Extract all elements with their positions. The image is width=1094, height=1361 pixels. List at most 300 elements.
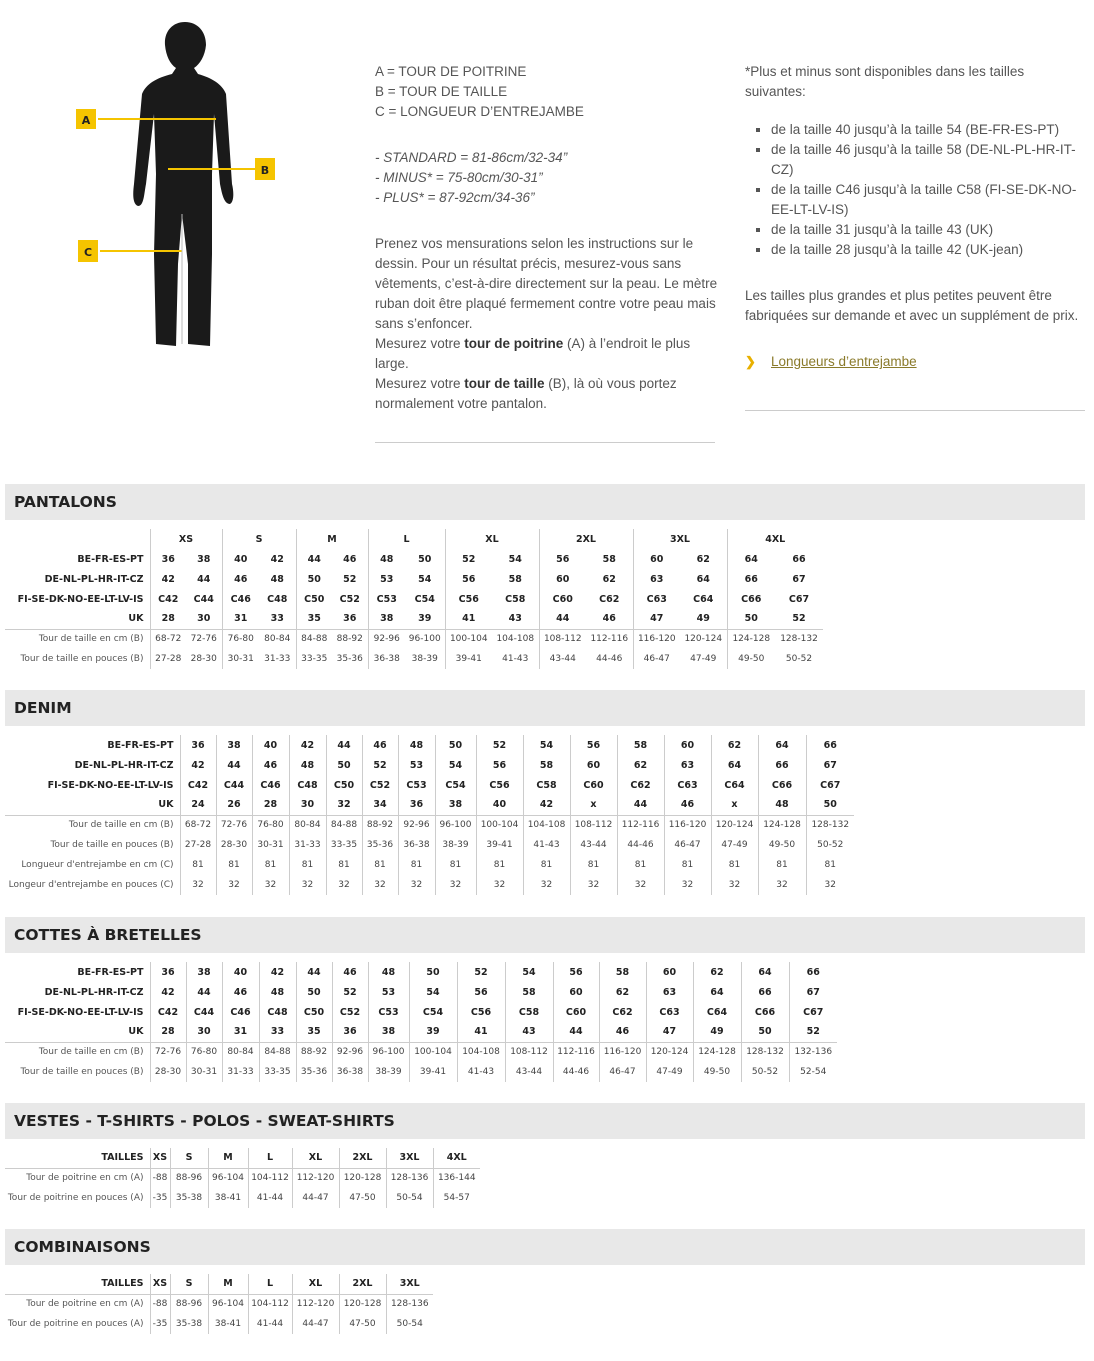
size-cell: 48 [368,549,405,569]
measurement-cell: 44-46 [553,1062,599,1082]
measurement-cell: 41-43 [457,1062,505,1082]
legend-b: B = TOUR DE TAILLE [375,84,508,99]
body-measurement-figure [60,14,300,354]
size-cell: C63 [664,775,711,795]
size-cell: C64 [693,1002,741,1022]
size-cell: 56 [476,755,523,775]
size-cell: 60 [553,982,599,1002]
measurement-cell: 100-104 [445,629,492,649]
measurement-row [5,1314,433,1334]
measurement-cell: 104-112 [248,1168,292,1188]
size-cell: 58 [617,735,664,755]
measurement-label: Longueur d'entrejambe en cm (C) [21,860,174,870]
size-cell: 36 [150,549,186,569]
size-cell: 48 [758,795,806,815]
measurement-cell: 96-100 [405,629,445,649]
measurement-cell: 47-49 [690,654,717,664]
measurement-cell: 49-50 [727,649,775,669]
measurement-cell: -35 [150,1188,170,1208]
combinaisons-size-table [5,1274,433,1334]
measurement-cell: 124-128 [693,1042,741,1062]
size-row [5,755,854,775]
size-group-label: 3XL [633,529,727,549]
size-cell: 39 [409,1022,457,1042]
measurement-cell: 31-33 [222,1062,259,1082]
size-cell: C53 [398,775,435,795]
measurement-cell: 81 [435,855,476,875]
size-cell: 43 [508,613,522,625]
size-cell: S [170,1274,208,1294]
size-cell: 58 [602,553,616,565]
size-cell: 42 [150,982,186,1002]
size-cell: 40 [252,735,289,755]
measurement-cell: 46-47 [633,649,680,669]
measurement-cell: 38-39 [435,835,476,855]
size-cell: 63 [633,569,680,589]
measurement-cell: 32 [711,875,758,895]
measurement-cell: 81 [758,855,806,875]
measurement-legend [375,62,720,414]
measurement-cell: 72-76 [150,1042,186,1062]
measurement-cell: 81 [216,855,252,875]
size-cell: 52 [476,735,523,755]
size-cell: C66 [741,1002,789,1022]
measurement-cell: 35-38 [170,1188,208,1208]
size-group-label: XL [445,529,539,549]
measurement-cell: 124-128 [727,629,775,649]
size-cell: 64 [693,982,741,1002]
size-system-label: DE-NL-PL-HR-IT-CZ [44,986,144,998]
measurement-cell: 112-120 [292,1294,339,1314]
size-cell: 46 [602,613,616,625]
size-cell: C64 [711,775,758,795]
size-cell: x [570,795,617,815]
size-cell: 64 [711,755,758,775]
measurement-cell: 35-36 [336,654,363,664]
measurement-cell: 31-33 [289,835,326,855]
measurement-cell: 32 [664,875,711,895]
size-cell: 33 [259,1022,296,1042]
size-cell: 58 [505,982,553,1002]
size-cell: 46 [332,962,368,982]
measurement-cell: 81 [476,855,523,875]
measurement-cell: 81 [806,855,854,875]
instructions-chest: Mesurez votre tour de poitrine (A) à l’endroit le plus large. [375,336,691,371]
measurement-cell: 128-132 [806,815,854,835]
measurement-cell: 41-43 [502,654,529,664]
size-cell: 52 [789,1022,837,1042]
measurement-cell: 30-31 [252,835,289,855]
size-system-label: BE-FR-ES-PT [107,739,174,751]
size-cell: C42 [180,775,216,795]
size-row [5,775,854,795]
measurement-cell: -88 [150,1168,170,1188]
size-cell: 42 [289,735,326,755]
measurement-cell: 132-136 [789,1042,837,1062]
size-cell: C62 [599,593,620,605]
size-cell: 60 [633,549,680,569]
measurement-cell: 27-28 [150,649,186,669]
size-cell: 58 [523,755,570,775]
size-cell: 47 [633,609,680,629]
size-cell: 64 [727,549,775,569]
measurement-cell: 88-96 [170,1294,208,1314]
size-cell: 44 [186,982,222,1002]
size-cell: C44 [186,1002,222,1022]
measurement-cell: 128-136 [386,1168,433,1188]
size-system-label: UK [128,1026,144,1038]
measurement-cell: 76-80 [252,815,289,835]
size-cell: 35 [296,609,332,629]
size-cell: 46 [599,1022,646,1042]
size-cell: 41 [457,1022,505,1042]
size-cell: 52 [445,549,492,569]
size-cell: 50 [409,962,457,982]
measurement-cell: 112-116 [553,1042,599,1062]
measurement-cell: 28-30 [216,835,252,855]
size-cell: 56 [570,735,617,755]
measurement-label: Tour de taille en cm (B) [5,1042,150,1062]
size-cell: 62 [693,962,741,982]
measurement-label: Longeur d'entrejambe en pouces (C) [8,880,174,890]
size-group-label: XS [150,529,222,549]
size-cell: C60 [570,775,617,795]
size-cell: 38 [368,609,405,629]
size-cell: 64 [758,735,806,755]
measurement-row [5,649,823,669]
measurement-cell: 52-54 [789,1062,837,1082]
measurement-cell: 27-28 [180,835,216,855]
measurement-cell: 41-44 [248,1314,292,1334]
instructions-text: Prenez vos mensurations selon les instructions sur le dessin. Pour un résultat précis, mesurez-vous sans vêtements, c’est-à-dire directement sur la peau. Le mètre ruban doit être plaqué fermement contre votre peau mais sans s’enfoncer. [375,236,718,331]
measurement-cell: 72-76 [186,629,222,649]
size-group-label: M [296,529,368,549]
measurement-label: Tour de poitrine en pouces (A) [7,1319,144,1329]
measurement-cell: 128-132 [775,629,823,649]
size-cell: L [248,1274,292,1294]
measurement-cell: 92-96 [332,1042,368,1062]
section-title-combinaisons: COMBINAISONS [5,1229,1085,1265]
measurement-cell: 38-39 [368,1062,409,1082]
inseam-link-label[interactable]: Longueurs d’entrejambe [771,354,917,369]
size-system-label: BE-FR-ES-PT [77,553,144,565]
measurement-cell: 49-50 [693,1062,741,1082]
size-cell: 53 [368,982,409,1002]
measurement-cell: 38-41 [208,1188,248,1208]
measurement-cell: 81 [523,855,570,875]
measurement-cell: 32 [180,875,216,895]
size-cell: 67 [806,755,854,775]
measurement-cell: 108-112 [505,1042,553,1062]
sizes-label: TAILLES [101,1278,144,1290]
measurement-cell: 33-35 [259,1062,296,1082]
measurement-cell: 81 [711,855,758,875]
size-cell: x [711,795,758,815]
size-cell: C52 [362,775,398,795]
measurement-cell: 33-35 [296,649,332,669]
size-cell: C58 [505,1002,553,1022]
size-cell: 60 [646,962,693,982]
size-cell: 46 [252,755,289,775]
measurement-row [5,1168,480,1188]
measurement-cell: 81 [180,855,216,875]
size-cell: XS [150,1148,170,1168]
measurement-cell: 81 [617,855,664,875]
size-cell: 54 [505,962,553,982]
measurement-cell: 80-84 [289,815,326,835]
size-row [5,962,837,982]
measurement-cell: 50-52 [785,654,813,664]
size-cell: 24 [180,795,216,815]
measurement-cell: 84-88 [326,815,362,835]
plus-minus-item: ▪ de la taille 28 jusqu’à la taille 42 (UK-jean) [771,240,1085,260]
size-cell: C50 [296,1002,332,1022]
size-cell: 43 [505,1022,553,1042]
size-cell: 36 [332,1022,368,1042]
measurement-cell: 88-92 [332,629,368,649]
size-cell: S [170,1148,208,1168]
measurement-cell: 32 [398,875,435,895]
size-cell: 40 [222,549,259,569]
size-cell: 66 [727,569,775,589]
plus-minus-intro: *Plus et minus sont disponibles dans les tailles suivantes: [745,64,1025,99]
size-cell: 53 [398,755,435,775]
size-cell: 28 [252,795,289,815]
size-cell: 54 [523,735,570,755]
measurement-cell: 38-39 [411,654,438,664]
measurement-cell: 43-44 [570,835,617,855]
measurement-cell: 32 [362,875,398,895]
measurement-cell: 81 [664,855,711,875]
size-cell: C46 [252,775,289,795]
size-cell: 54 [409,982,457,1002]
size-cell: XL [292,1148,339,1168]
measurement-cell: 92-96 [368,629,405,649]
size-cell: M [208,1148,248,1168]
divider [375,442,715,443]
size-cell: C44 [216,775,252,795]
size-cell: 44 [197,573,211,585]
size-cell: 30 [289,795,326,815]
size-cell: 36 [343,613,357,625]
section-title-denim: DENIM [5,690,1085,726]
size-cell: C53 [368,1002,409,1022]
inseam-link[interactable] [745,352,1085,372]
size-cell: C53 [368,589,405,609]
size-cell: 32 [326,795,362,815]
size-cell: 46 [222,982,259,1002]
length-standard: - STANDARD = 81-86cm/32-34” [375,150,568,165]
size-cell: C66 [758,775,806,795]
measurement-label: Tour de poitrine en cm (A) [5,1294,150,1314]
size-cell: 50 [727,609,775,629]
size-cell: 48 [270,573,284,585]
size-row [5,1148,480,1168]
size-cell: 50 [806,795,854,815]
measurement-cell: 54-57 [433,1188,480,1208]
custom-size-note: Les tailles plus grandes et plus petites peuvent être fabriquées sur demande et avec un supplément de prix. [745,288,1079,323]
measurement-cell: 96-104 [208,1294,248,1314]
measurement-cell: 81 [362,855,398,875]
size-cell: 35 [296,1022,332,1042]
size-cell: 56 [553,962,599,982]
size-cell: C54 [414,593,435,605]
measurement-cell: 112-116 [586,629,633,649]
measurement-cell: 81 [570,855,617,875]
size-cell: 36 [180,735,216,755]
measurement-cell: 112-116 [617,815,664,835]
measurement-cell: 32 [326,875,362,895]
measurement-label: Tour de taille en pouces (B) [20,654,144,664]
measurement-cell: 30-31 [186,1062,222,1082]
size-cell: 47 [646,1022,693,1042]
measurement-cell: 88-92 [296,1042,332,1062]
size-system-label: FI-SE-DK-NO-EE-LT-LV-IS [17,1006,144,1018]
measurement-cell: 96-104 [208,1168,248,1188]
measurement-cell: 35-36 [362,835,398,855]
size-cell: C42 [150,1002,186,1022]
size-cell: C46 [222,589,259,609]
measurement-cell: 32 [252,875,289,895]
size-cell: 62 [599,982,646,1002]
measurement-cell: 39-41 [445,649,492,669]
size-cell: C56 [476,775,523,795]
size-cell: 60 [570,755,617,775]
size-system-label: DE-NL-PL-HR-IT-CZ [74,759,174,771]
measurement-cell: 116-120 [664,815,711,835]
measurement-cell: 124-128 [758,815,806,835]
size-cell: 67 [792,573,806,585]
measurement-cell: -88 [150,1294,170,1314]
size-cell: 60 [664,735,711,755]
measurement-cell: 32 [216,875,252,895]
measurement-cell: 44-46 [617,835,664,855]
measurement-cell: 44-47 [292,1314,339,1334]
size-cell: 62 [711,735,758,755]
pantalons-size-table [5,529,823,669]
measurement-cell: 128-132 [741,1042,789,1062]
measurement-cell: 41-44 [248,1188,292,1208]
size-cell: 52 [792,613,806,625]
measurement-cell: 50-54 [386,1314,433,1334]
size-cell: 62 [602,573,616,585]
size-cell: C58 [505,593,526,605]
measurement-cell: 38-41 [208,1314,248,1334]
size-cell: C67 [789,1002,837,1022]
label-a: A [81,114,91,127]
size-cell: 31 [222,1022,259,1042]
measurement-cell: 112-120 [292,1168,339,1188]
size-cell: C46 [222,1002,259,1022]
blank-cell [5,529,150,549]
measurement-cell: 116-120 [633,629,680,649]
size-cell: 50 [296,982,332,1002]
size-cell: 42 [259,962,296,982]
size-cell: 36 [150,962,186,982]
size-cell: 49 [696,613,710,625]
size-cell: 42 [523,795,570,815]
measurement-cell: 47-49 [711,835,758,855]
size-system-label: FI-SE-DK-NO-EE-LT-LV-IS [47,779,174,791]
measurement-cell: 46-47 [664,835,711,855]
chevron-right-icon: ❯ [745,354,756,369]
size-cell: C66 [727,589,775,609]
plus-minus-list [771,120,1085,260]
size-row [5,609,823,629]
size-cell: 66 [792,553,806,565]
size-cell: L [248,1148,292,1168]
size-cell: 52 [343,573,357,585]
size-cell: 38 [216,735,252,755]
size-cell: 52 [457,962,505,982]
measurement-cell: 108-112 [570,815,617,835]
size-cell: 40 [476,795,523,815]
size-cell: 54 [418,573,432,585]
sizes-label: TAILLES [101,1152,144,1164]
size-row [5,1022,837,1042]
size-cell: 56 [457,982,505,1002]
instructions-waist: Mesurez votre tour de taille (B), là où vous portez normalement votre pantalon. [375,376,677,411]
size-row [5,549,823,569]
legend-a: A = TOUR DE POITRINE [375,64,527,79]
measurement-cell: 36-38 [368,649,405,669]
size-cell: 44 [553,1022,599,1042]
measurement-row [5,815,854,835]
size-cell: C44 [193,593,214,605]
measurement-cell: 32 [806,875,854,895]
measurement-cell: 36-38 [398,835,435,855]
size-cell: 44 [296,549,332,569]
size-cell: 49 [693,1022,741,1042]
size-cell: 38 [186,962,222,982]
measurement-cell: 43-44 [505,1062,553,1082]
size-cell: 66 [741,982,789,1002]
measurement-label: Tour de poitrine en cm (A) [5,1168,150,1188]
size-cell: 2XL [339,1148,386,1168]
measurement-label: Tour de poitrine en pouces (A) [7,1193,144,1203]
size-cell: C60 [553,1002,599,1022]
legend-c: C = LONGUEUR D’ENTREJAMBE [375,104,584,119]
size-cell: C48 [259,1002,296,1022]
size-cell: 44 [326,735,362,755]
size-cell: C56 [445,589,492,609]
size-cell: XS [150,1274,170,1294]
size-cell: 64 [696,573,710,585]
size-cell: 36 [398,795,435,815]
size-cell: C64 [693,593,714,605]
size-row [5,589,823,609]
measurement-cell: 44-47 [292,1188,339,1208]
size-cell: 31 [222,609,259,629]
measurement-row [5,1294,433,1314]
size-cell: 64 [741,962,789,982]
measurement-cell: 32 [523,875,570,895]
size-cell: 54 [508,553,522,565]
measurement-cell: 68-72 [180,815,216,835]
size-cell: 56 [445,569,492,589]
measurement-cell: 81 [289,855,326,875]
size-cell: 48 [289,755,326,775]
measurement-cell: 76-80 [186,1042,222,1062]
size-cell: 50 [418,553,432,565]
size-cell: 28 [150,1022,186,1042]
size-group-label: 4XL [727,529,823,549]
measurement-cell: 41-43 [523,835,570,855]
measurement-cell: 32 [617,875,664,895]
measurement-row [5,1042,837,1062]
size-cell: 54 [435,755,476,775]
size-cell: 50 [435,735,476,755]
